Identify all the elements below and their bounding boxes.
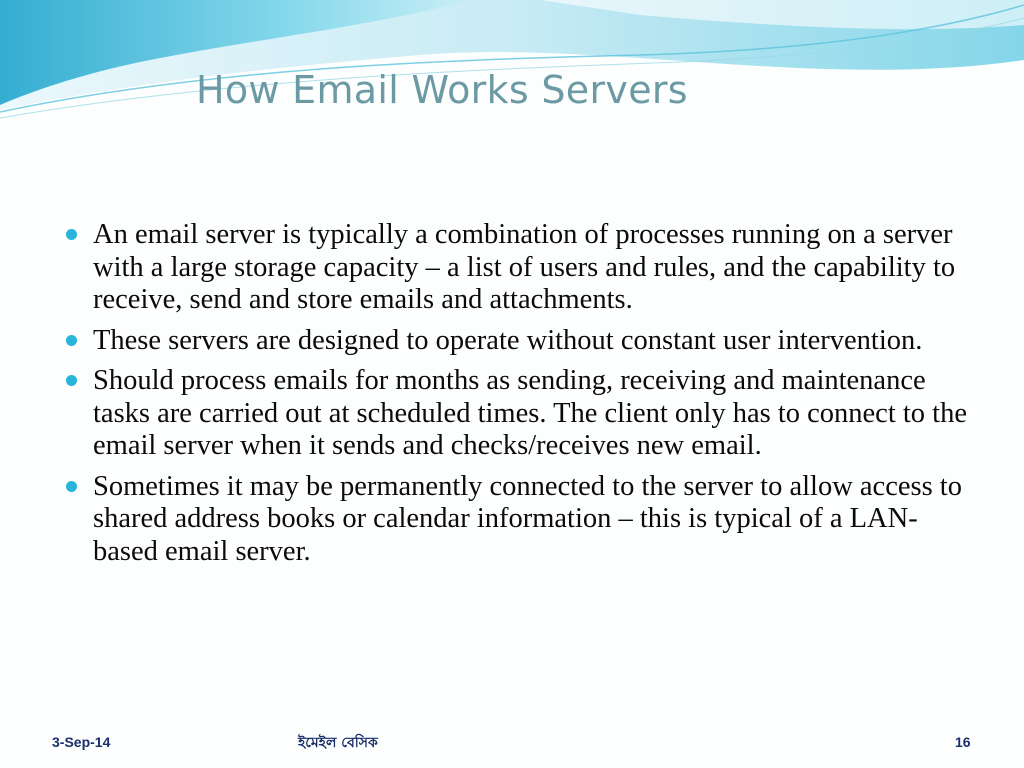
bullet-list xyxy=(60,219,980,576)
bullet-dot-icon xyxy=(66,229,77,240)
bullet-text: These servers are designed to operate without constant user intervention. xyxy=(93,324,923,356)
footer-date: 3-Sep-14 xyxy=(52,734,111,750)
bullet-text: Should process emails for months as sending, receiving and maintenance tasks are carried out at scheduled times. The client only has to connect to the email server when it sends and checks/receives new email. xyxy=(93,365,967,461)
bullet-dot-icon xyxy=(66,481,77,492)
bullet-dot-icon xyxy=(66,335,77,346)
footer-center-text: ইমেইল বেসিক xyxy=(298,735,378,751)
bullet-text: An email server is typically a combination of processes running on a server with a large storage capacity – a list of users and rules, and the capability to receive, send and store emails and attachments. xyxy=(93,219,956,315)
bullet-item xyxy=(60,325,980,358)
bullet-item xyxy=(60,219,980,317)
page-number: 16 xyxy=(955,734,971,750)
bullet-text: Sometimes it may be permanently connected to the server to allow access to shared address books or calendar information – this is typical of a LAN-based email server. xyxy=(93,470,962,567)
bullet-item xyxy=(60,365,980,463)
slide-title: How Email Works Servers xyxy=(196,68,688,112)
bullet-dot-icon xyxy=(66,375,77,386)
bullet-item xyxy=(60,471,980,569)
